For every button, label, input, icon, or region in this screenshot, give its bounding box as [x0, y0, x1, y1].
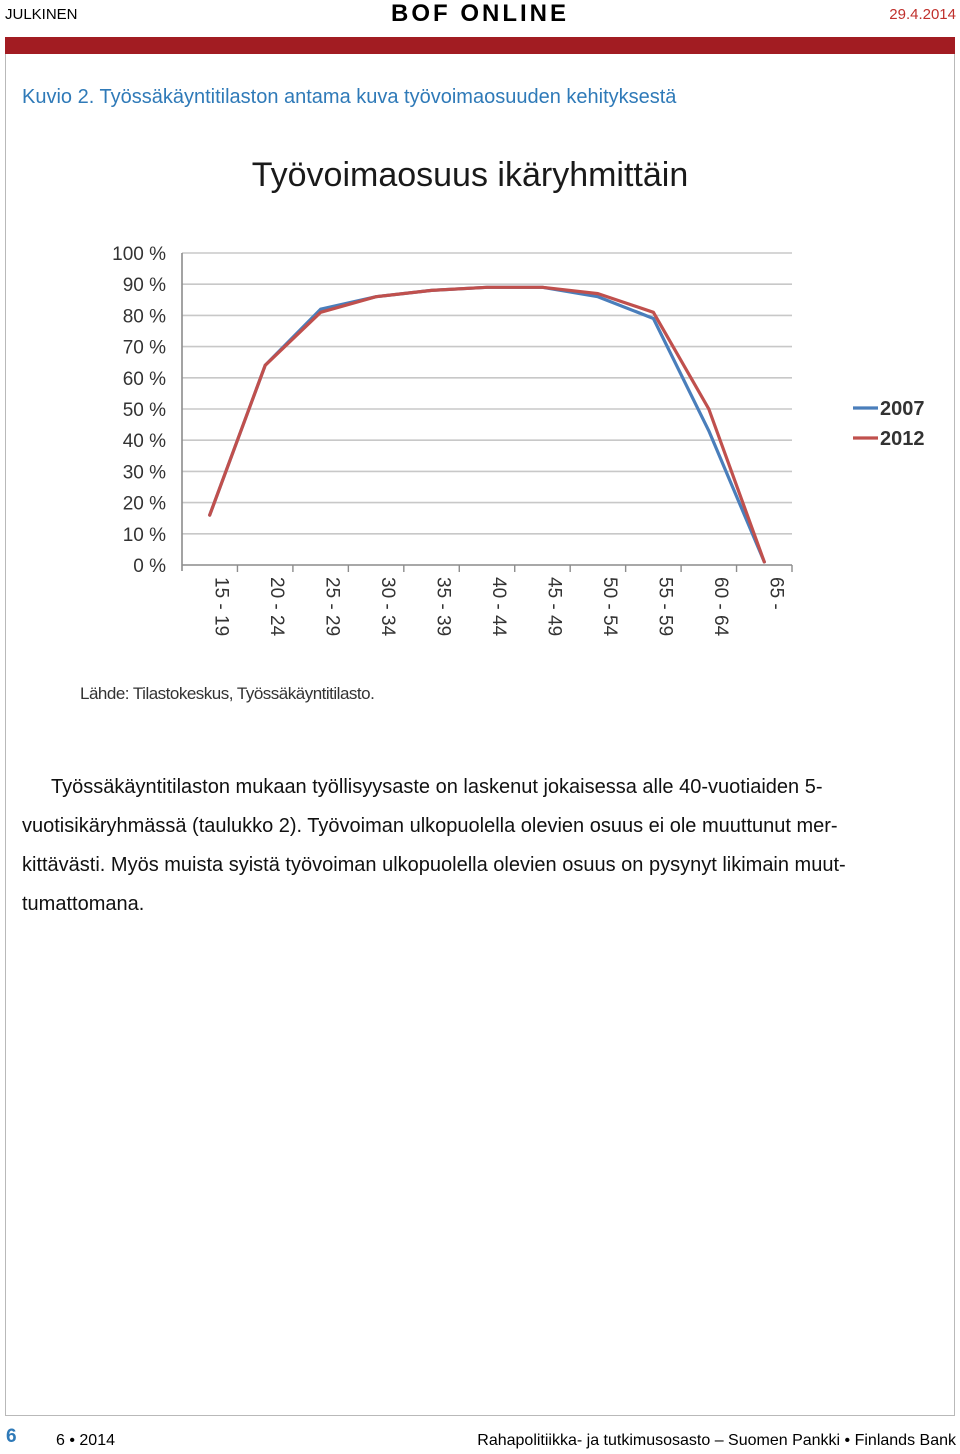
y-tick-label: 30 % [122, 462, 166, 484]
data-point-2012 [763, 561, 765, 563]
body-line-1: Työssäkäyntitilaston mukaan työllisyysaste on laskenut jokaisessa alle 40-vuotiaiden 5- [51, 776, 823, 798]
series-line-2012 [210, 287, 765, 562]
data-point-2012 [652, 311, 654, 313]
x-tick-label: 25 - 29 [321, 577, 343, 637]
y-tick-label: 70 % [122, 337, 166, 359]
data-point-2007 [319, 308, 321, 310]
chart-legend [853, 398, 925, 450]
data-point-2012 [375, 295, 377, 297]
body-line-2: vuotisikäryhmässä (taulukko 2). Työvoiman ulkopuolella olevien osuus ei ole muuttunut mer- [22, 815, 838, 837]
x-tick-label: 65 - [765, 577, 787, 610]
chart-title: Työvoimaosuus ikäryhmittäin [251, 156, 689, 194]
department-label: Rahapolitiikka- ja tutkimusosasto – Suomen Pankki • Finlands Bank [477, 1432, 956, 1449]
y-tick-label: 90 % [122, 275, 166, 297]
x-tick-label: 55 - 59 [654, 577, 676, 637]
data-point-2012 [319, 311, 321, 313]
data-point-2007 [708, 430, 710, 432]
body-line-3: kittävästi. Myös muista syistä työvoiman ulkopuolella olevien osuus on pysynyt likimain muut- [22, 854, 846, 876]
chart-grid [182, 253, 792, 565]
data-point-2012 [541, 286, 543, 288]
data-point-2007 [597, 295, 599, 297]
x-tick-label: 15 - 19 [210, 577, 232, 637]
y-tick-label: 80 % [122, 306, 166, 328]
data-point-2007 [652, 317, 654, 319]
x-tick-label: 60 - 64 [709, 577, 731, 637]
y-tick-label: 10 % [122, 524, 166, 546]
data-point-2012 [708, 408, 710, 410]
publication-date: 29.4.2014 [889, 6, 956, 23]
y-tick-label: 40 % [122, 431, 166, 453]
y-tick-label: 20 % [122, 493, 166, 515]
x-tick-label: 20 - 24 [266, 577, 288, 637]
page-number: 6 [6, 1426, 17, 1447]
body-paragraph [22, 768, 942, 924]
issue-label: 6 • 2014 [56, 1432, 115, 1449]
data-point-2012 [597, 292, 599, 294]
y-tick-label: 60 % [122, 368, 166, 390]
publication-title: BOF ONLINE [391, 0, 569, 27]
labor-force-chart [60, 140, 925, 660]
figure-source: Lähde: Tilastokeskus, Työssäkäyntitilasto. [80, 684, 375, 703]
x-tick-label: 40 - 44 [488, 577, 509, 637]
y-tick-label: 50 % [122, 400, 166, 421]
data-point-2012 [486, 286, 488, 288]
legend-label-2007: 2007 [880, 398, 925, 420]
classification-label: JULKINEN [5, 6, 78, 23]
y-tick-label: 100 % [112, 244, 166, 265]
x-tick-label: 35 - 39 [432, 577, 454, 637]
data-point-2012 [264, 364, 266, 366]
series-line-2007 [210, 287, 765, 562]
x-tick-label: 30 - 34 [377, 577, 399, 637]
chart-series [209, 286, 766, 563]
body-line-4: tumattomana. [22, 893, 145, 915]
x-tick-label: 50 - 54 [598, 577, 620, 637]
data-point-2012 [209, 514, 211, 516]
data-point-2012 [430, 289, 432, 291]
legend-label-2012: 2012 [880, 428, 925, 450]
header-red-bar [5, 37, 955, 54]
x-tick-label: 45 - 49 [543, 577, 565, 637]
figure-caption: Kuvio 2. Työssäkäyntitilaston antama kuva työvoimaosuuden kehityksestä [22, 86, 677, 108]
y-tick-label: 0 % [133, 556, 166, 577]
